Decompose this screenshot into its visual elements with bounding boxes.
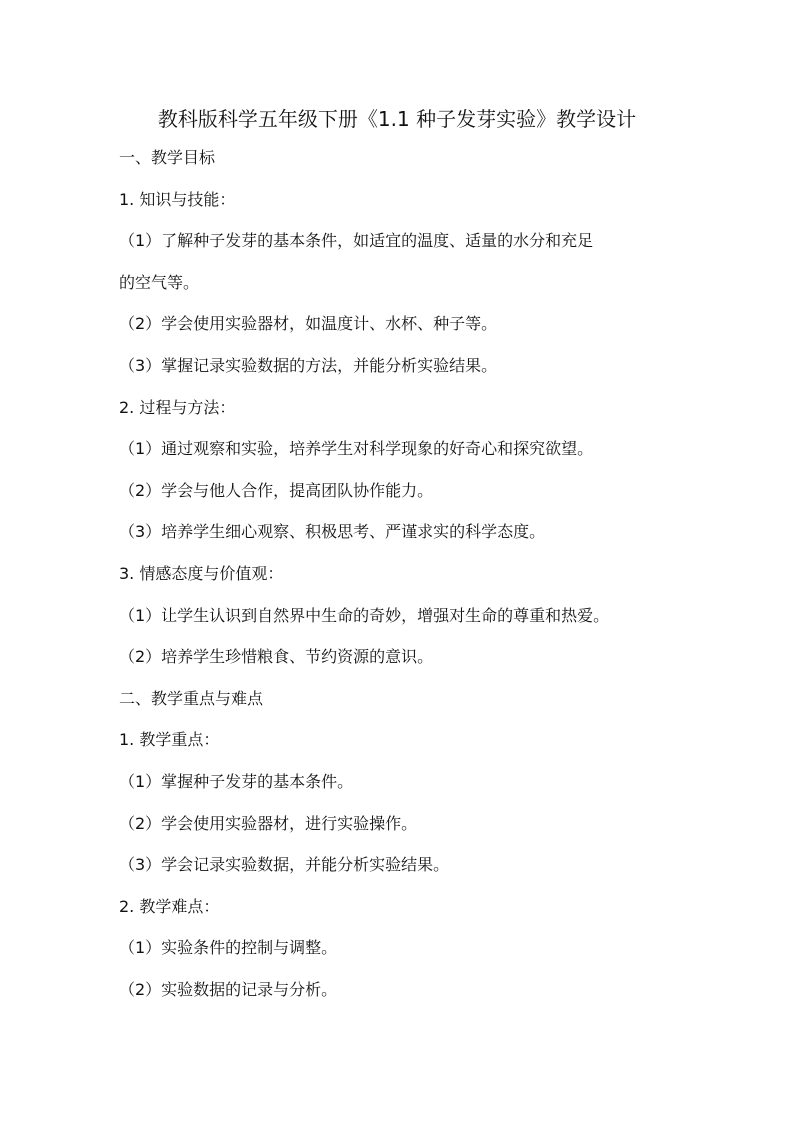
paragraph-line: （3）培养学生细心观察、积极思考、严谨求实的科学态度。 (119, 522, 546, 542)
paragraph-line: （2）学会使用实验器材，进行实验操作。 (119, 813, 418, 833)
paragraph-line: 的空气等。 (119, 272, 200, 292)
paragraph-line: （2）实验数据的记录与分析。 (119, 979, 338, 999)
subheading-emotions-values: 3. 情感态度与价值观： (119, 563, 284, 583)
section-heading-key-difficult-points: 二、教学重点与难点 (119, 688, 264, 708)
section-heading-teaching-objectives: 一、教学目标 (119, 148, 216, 167)
paragraph-line: （2）学会使用实验器材，如温度计、水杯、种子等。 (119, 314, 498, 334)
subheading-difficult-points: 2. 教学难点： (119, 896, 220, 916)
subheading-process-methods: 2. 过程与方法： (119, 397, 236, 417)
document-body (119, 146, 679, 1019)
paragraph-line: （3）掌握记录实验数据的方法，并能分析实验结果。 (119, 355, 498, 375)
paragraph-line: （1）掌握种子发芽的基本条件。 (119, 771, 354, 791)
subheading-key-points: 1. 教学重点： (119, 730, 220, 750)
paragraph-line: （1）让学生认识到自然界中生命的奇妙，增强对生命的尊重和热爱。 (119, 605, 610, 625)
paragraph-line: （2）学会与他人合作，提高团队协作能力。 (119, 480, 434, 500)
document-title: 教科版科学五年级下册《1.1 种子发芽实验》教学设计 (157, 107, 637, 131)
paragraph-line: （1）实验条件的控制与调整。 (119, 938, 338, 958)
paragraph-line: （3）学会记录实验数据，并能分析实验结果。 (119, 855, 450, 875)
subheading-knowledge-skills: 1. 知识与技能： (119, 189, 236, 209)
paragraph-line: （2）培养学生珍惜粮食、节约资源的意识。 (119, 647, 434, 667)
paragraph-line: （1）通过观察和实验，培养学生对科学现象的好奇心和探究欲望。 (119, 439, 594, 459)
paragraph-line: （1）了解种子发芽的基本条件，如适宜的温度、适量的水分和充足 (119, 231, 594, 251)
